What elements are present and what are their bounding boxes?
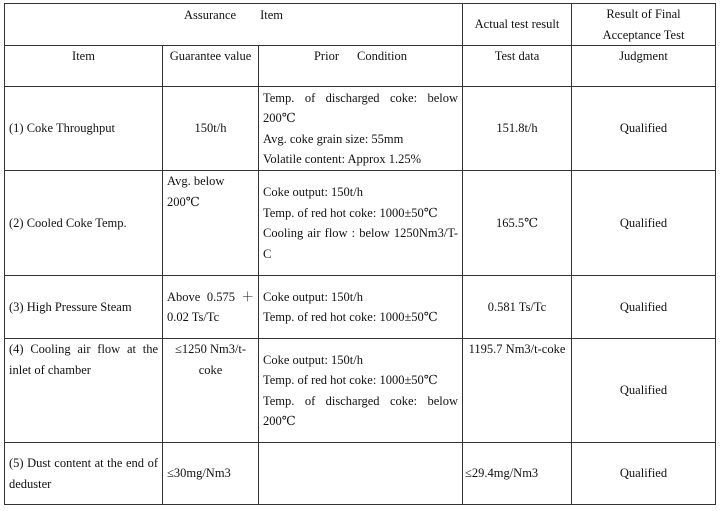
judgment-cell: Qualified	[572, 87, 716, 171]
judgment-column-header: Judgment	[572, 46, 716, 87]
prior-condition-header	[259, 46, 463, 87]
condition-line: Volatile content: Approx 1.25%	[263, 152, 422, 166]
assurance-label: Assurance	[184, 8, 237, 22]
guarantee-cell: Above 0.575 ＋0.02 Ts/Tc	[163, 276, 259, 339]
condition-line: Avg. coke grain size: 55mm	[263, 131, 404, 146]
actual-test-result-header: Actual test result	[463, 4, 572, 46]
acceptance-test-table	[4, 3, 716, 505]
item-cell: (4) Cooling air flow at the inlet of chamber	[5, 339, 163, 443]
guarantee-cell	[163, 171, 259, 276]
judgment-cell: Qualified	[572, 443, 716, 505]
prior-label: Prior	[313, 49, 339, 63]
item-cell: (2) Cooled Coke Temp.	[5, 171, 163, 276]
guarantee-cell: ≤30mg/Nm3	[163, 443, 259, 505]
condition-cell	[259, 171, 463, 276]
condition-cell	[259, 443, 463, 505]
condition-line: Temp. of red hot coke: 1000±50℃	[263, 205, 438, 220]
guarantee-cell: 150t/h	[163, 87, 259, 171]
table-row	[5, 443, 716, 505]
judgment-cell: Qualified	[572, 171, 716, 276]
condition-label: Condition	[356, 49, 407, 63]
condition-line: Coke output: 150t/h	[263, 185, 363, 199]
table-row	[5, 276, 716, 339]
condition-cell	[259, 276, 463, 339]
judgment-cell: Qualified	[572, 339, 716, 443]
condition-line: Temp. of discharged coke: below 200℃	[263, 393, 458, 428]
condition-cell	[259, 339, 463, 443]
item-label: Item	[260, 8, 283, 22]
header-row	[5, 4, 716, 46]
test-data-cell: 0.581 Ts/Tc	[463, 276, 572, 339]
condition-line: Temp. of red hot coke: 1000±50℃	[263, 373, 438, 387]
table-row	[5, 87, 716, 171]
guarantee-column-header: Guarantee value	[163, 46, 259, 87]
item-cell: (5) Dust content at the end of deduster	[5, 443, 163, 505]
item-cell: (3) High Pressure Steam	[5, 276, 163, 339]
table-row	[5, 339, 716, 443]
condition-cell	[259, 87, 463, 171]
condition-line: Coke output: 150t/h	[263, 289, 363, 304]
item-column-header: Item	[5, 46, 163, 87]
test-data-cell: ≤29.4mg/Nm3	[463, 443, 572, 505]
test-data-cell: 165.5℃	[463, 171, 572, 276]
condition-line: Coke output: 150t/h	[263, 352, 363, 367]
subheader-row	[5, 46, 716, 87]
condition-line: Temp. of red hot coke: 1000±50℃	[263, 310, 438, 324]
guarantee-text: Avg. below 200℃	[167, 174, 225, 209]
table-row	[5, 171, 716, 276]
condition-line: Cooling air flow : below 1250Nm3/T-C	[263, 226, 458, 261]
item-cell: (1) Coke Throughput	[5, 87, 163, 171]
assurance-item-header	[5, 4, 463, 46]
guarantee-cell: ≤1250 Nm3/t-coke	[163, 339, 259, 443]
test-data-cell: 151.8t/h	[463, 87, 572, 171]
final-acceptance-header: Result of Final Acceptance Test	[572, 4, 716, 46]
condition-line: Temp. of discharged coke: below 200℃	[263, 90, 458, 125]
test-data-column-header: Test data	[463, 46, 572, 87]
judgment-cell: Qualified	[572, 276, 716, 339]
test-data-cell: 1195.7 Nm3/t-coke	[463, 339, 572, 443]
